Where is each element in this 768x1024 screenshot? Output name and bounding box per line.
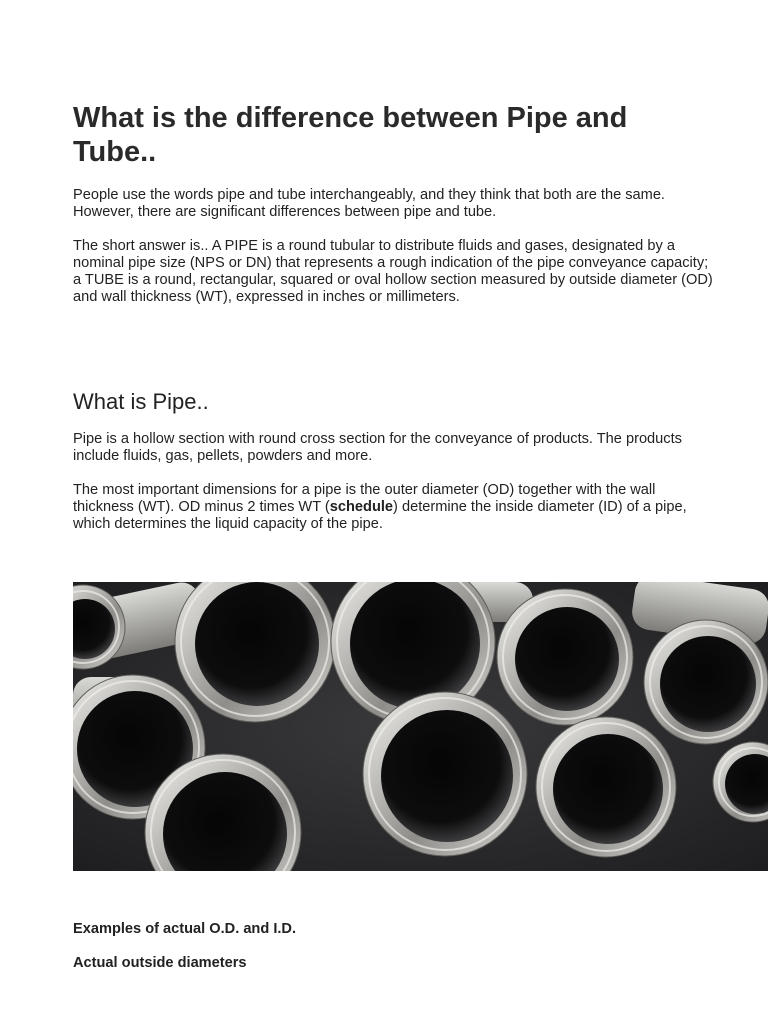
intro-paragraph: People use the words pipe and tube interchangeably, and they think that both are the same. However, there are significant differences between pipe and tube. <box>73 187 665 220</box>
pipe-definition-paragraph: Pipe is a hollow section with round cross section for the conveyance of products. The products include fluids, gas, pellets, powders and more. <box>73 431 682 464</box>
pipes-illustration <box>73 582 768 871</box>
short-answer-paragraph: The short answer is.. A PIPE is a round tubular to distribute fluids and gases, designated by a nominal pipe size (NPS or DN) that represents a rough indication of the pipe conveyance capacity; a TUBE is a round, rectangular, squared or oval hollow section measured by outside diameter (OD) and wall thickness (WT), expressed in inches or millimeters. <box>73 238 713 305</box>
pipe-hole <box>515 607 619 711</box>
dimensions-text-before: The most important dimensions for a pipe is the outer diameter (OD) together with the wall thickness (WT). OD minus 2 times WT ( <box>73 482 656 515</box>
pipe-hole <box>195 582 319 706</box>
pipe-section-heading: What is Pipe.. <box>73 389 209 414</box>
pipe-hole <box>553 734 663 844</box>
pipe-dimensions-paragraph <box>73 482 713 533</box>
dimensions-text-after: ) determine the inside diameter (ID) of a pipe, which determines the liquid capacity of the pipe. <box>73 499 687 532</box>
page-title: What is the difference between Pipe and Tube.. <box>73 102 628 168</box>
outside-diameters-subheading: Actual outside diameters <box>73 955 247 971</box>
schedule-term: schedule <box>329 499 394 515</box>
pipe-hole <box>660 636 756 732</box>
pipe-hole <box>381 710 513 842</box>
stacked-pipes-photo <box>73 582 768 871</box>
pipe-hole <box>350 582 480 709</box>
examples-heading: Examples of actual O.D. and I.D. <box>73 921 297 937</box>
